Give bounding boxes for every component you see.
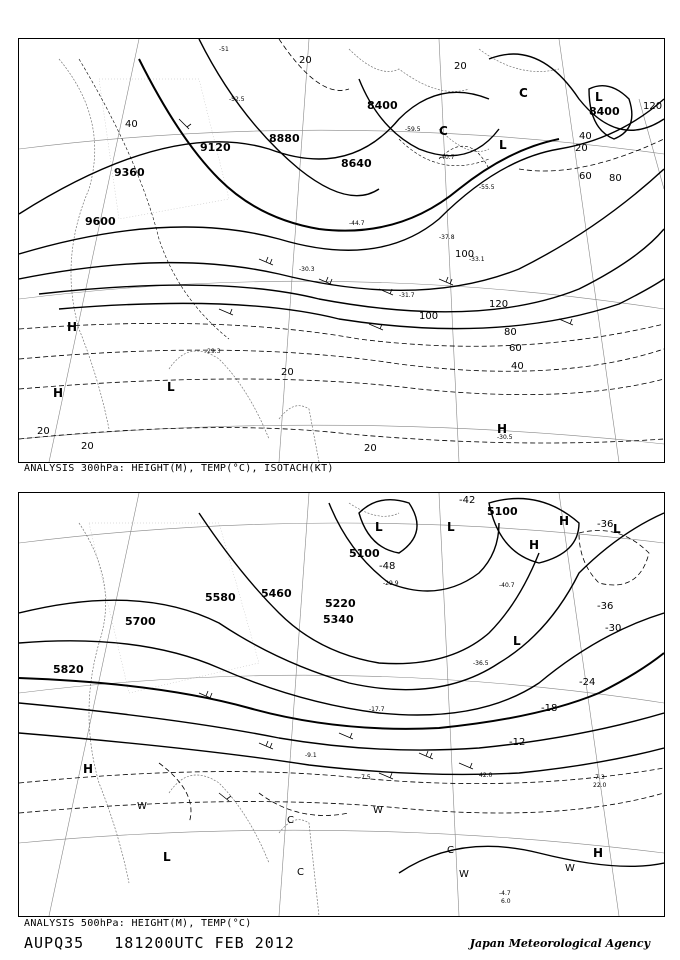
low-center: L: [167, 380, 175, 394]
valid-time: 181200UTC FEB 2012: [114, 934, 295, 952]
low-center: L: [447, 520, 455, 534]
height-label: 8400: [589, 105, 620, 118]
product-code: AUPQ35: [24, 934, 85, 952]
temp-label: -37.8: [439, 234, 455, 241]
caption-500hpa: ANALYSIS 500hPa: HEIGHT(M), TEMP(°C): [24, 918, 252, 929]
station-label: -9.1: [305, 752, 317, 759]
temp-label: -24: [579, 677, 596, 688]
temp-label: -29.3: [205, 348, 221, 355]
height-label: 9600: [85, 215, 116, 228]
high-center: H: [83, 762, 94, 776]
temp-label: -52.5: [229, 96, 245, 103]
temp-label: -31.7: [399, 292, 415, 299]
station-label: 42.0: [479, 772, 493, 779]
high-center: H: [53, 386, 64, 400]
isotach-label: 120: [489, 299, 509, 310]
height-label: 8880: [269, 132, 300, 145]
station-label: -36.5: [473, 660, 489, 667]
high-center: H: [593, 846, 604, 860]
cold-center: C: [297, 867, 304, 878]
isotach-label: 60: [509, 343, 522, 354]
warm-center: W: [565, 863, 575, 874]
station-label: -4.7: [499, 890, 511, 897]
height-label: 8640: [341, 157, 372, 170]
height-label: 5100: [349, 547, 380, 560]
station-label: -7.5: [359, 774, 371, 781]
station-label: -17.7: [369, 706, 385, 713]
high-center: H: [529, 538, 540, 552]
station-label: -29.9: [383, 580, 399, 587]
temp-label: -59.5: [405, 126, 421, 133]
isotach-label: 80: [504, 327, 517, 338]
station-label: 22.0: [593, 782, 607, 789]
height-label: 5340: [323, 613, 354, 626]
height-label: 9360: [114, 166, 145, 179]
temp-label: -30.5: [497, 434, 513, 441]
temp-label: -44.7: [349, 220, 365, 227]
isotach-label: 100: [419, 311, 439, 322]
isotach-label: 20: [299, 55, 312, 66]
height-label: 5700: [125, 615, 156, 628]
isotach-label: 20: [454, 61, 467, 72]
height-contours: [19, 39, 664, 329]
product-header: [24, 934, 295, 952]
height-label: 9120: [200, 141, 231, 154]
wind-barbs: [179, 119, 573, 330]
coastline: [79, 503, 399, 916]
cold-center: C: [519, 86, 528, 100]
station-label: -7.3: [593, 774, 605, 781]
temp-label: -48: [379, 561, 396, 572]
height-label: 5100: [487, 505, 518, 518]
temp-label: -51: [219, 46, 229, 53]
low-center: L: [595, 90, 603, 104]
temp-label: -36: [597, 601, 614, 612]
station-label: 6.0: [501, 898, 511, 905]
isotach-label: 60: [579, 171, 592, 182]
temp-label: -30: [605, 623, 622, 634]
temp-label: -55.5: [479, 184, 495, 191]
cold-center: C: [439, 124, 448, 138]
isotach-label: 20: [575, 143, 588, 154]
isotach-contours: [19, 39, 664, 443]
cold-center: C: [287, 815, 294, 826]
cold-center: C: [447, 845, 454, 856]
map-500hpa-svg: [19, 493, 664, 916]
temp-label: -40.7: [439, 154, 455, 161]
high-center: H: [559, 514, 570, 528]
temp-label: -33.1: [469, 256, 485, 263]
warm-center: W: [137, 801, 147, 812]
height-contours: [19, 499, 664, 874]
height-label: 8400: [367, 99, 398, 112]
temp-label: -42: [459, 495, 476, 506]
agency-name: Japan Meteorological Agency: [469, 937, 650, 950]
height-label: 5220: [325, 597, 356, 610]
isotach-label: 120: [643, 101, 663, 112]
isotach-label: 20: [364, 443, 377, 454]
high-center: H: [497, 422, 508, 436]
height-label: 5580: [205, 591, 236, 604]
high-center: H: [67, 320, 78, 334]
station-label: -40.7: [499, 582, 515, 589]
low-center: L: [375, 520, 383, 534]
warm-center: W: [459, 869, 469, 880]
height-label: 5460: [261, 587, 292, 600]
isotach-label: 100: [455, 249, 475, 260]
temp-contours: [19, 531, 664, 824]
chart-500hpa: [18, 492, 665, 917]
temp-label: -30.3: [299, 266, 315, 273]
caption-300hpa: ANALYSIS 300hPa: HEIGHT(M), TEMP(°C), ISOTACH(KT): [24, 463, 334, 474]
isotach-label: 80: [609, 173, 622, 184]
chart-300hpa: [18, 38, 665, 463]
warm-center: W: [373, 805, 383, 816]
isotach-label: 40: [511, 361, 524, 372]
temp-contours: [79, 59, 489, 339]
temp-label: -36: [597, 519, 614, 530]
isotach-label: 20: [281, 367, 294, 378]
low-center: L: [499, 138, 507, 152]
temp-label: -12: [509, 737, 526, 748]
low-center: L: [163, 850, 171, 864]
temp-label: -18: [541, 703, 558, 714]
low-center: L: [613, 522, 621, 536]
height-label: 5820: [53, 663, 84, 676]
isotach-label: 20: [81, 441, 94, 452]
map-300hpa-svg: [19, 39, 664, 462]
isotach-label: 20: [37, 426, 50, 437]
isotach-label: 40: [579, 131, 592, 142]
low-center: L: [513, 634, 521, 648]
isotach-label: 40: [125, 119, 138, 130]
